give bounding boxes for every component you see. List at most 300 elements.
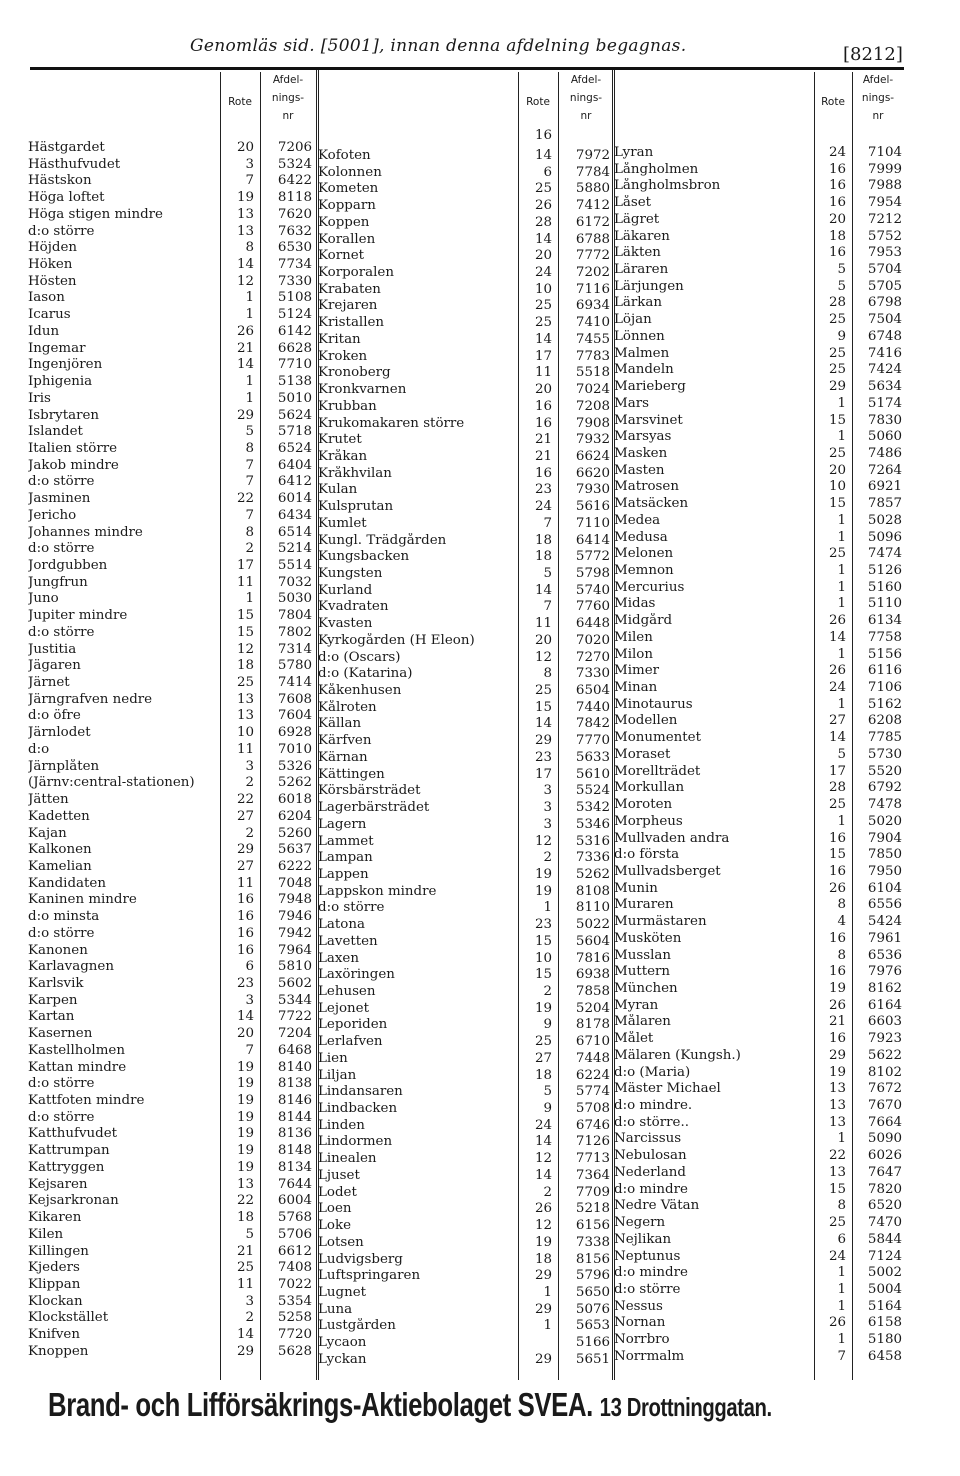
rote-value: 2 <box>543 984 552 999</box>
list-item <box>614 496 904 513</box>
afdelning-number: 6536 <box>867 947 902 963</box>
list-item <box>28 508 316 525</box>
street-name: Moroten <box>614 797 673 813</box>
street-name: Nederland <box>614 1164 687 1180</box>
list-item <box>28 491 316 508</box>
afdelning-number: 6116 <box>867 663 902 679</box>
afdelning-number: 7804 <box>277 608 312 624</box>
afdelning-number: 7976 <box>867 964 902 980</box>
rote-value: 1 <box>543 900 552 916</box>
afdelning-number: 5022 <box>575 917 610 933</box>
list-item <box>614 680 904 697</box>
afdelning-number: 6142 <box>277 323 312 339</box>
afdelning-number: 7772 <box>575 248 610 264</box>
list-item <box>614 312 904 329</box>
rote-value: 25 <box>534 181 552 197</box>
list-item <box>614 1232 904 1249</box>
rote-value: 1 <box>543 1318 552 1334</box>
street-name: Moraset <box>614 746 671 762</box>
rote-value: 23 <box>534 917 552 933</box>
street-name: Musslan <box>614 947 671 963</box>
list-item <box>318 1302 614 1319</box>
rote-value: 4 <box>837 914 846 930</box>
rote-value: 19 <box>236 1159 254 1175</box>
list-item <box>28 290 316 307</box>
list-item <box>614 831 904 848</box>
list-item <box>614 295 904 312</box>
rote-value: 15 <box>828 1181 846 1197</box>
list-item <box>318 449 614 466</box>
list-item <box>318 967 614 984</box>
street-name: Järnplåten <box>28 758 100 774</box>
list-item <box>28 1160 316 1177</box>
afdelning-number: 5628 <box>277 1343 312 1359</box>
rote-value: 20 <box>534 632 552 648</box>
list-item <box>614 1014 904 1031</box>
street-name: Hästskon <box>28 173 92 189</box>
list-item <box>614 429 904 446</box>
rote-value: 26 <box>534 198 552 214</box>
afdelning-header-2: nings- <box>569 92 603 104</box>
street-name: Klockan <box>28 1293 83 1309</box>
list-item <box>318 566 614 583</box>
rote-value: 26 <box>828 880 846 896</box>
rote-value: 1 <box>837 579 846 595</box>
afdelning-number: 6414 <box>575 532 610 548</box>
afdelning-number: 5650 <box>575 1284 610 1300</box>
afdelning-number: 7126 <box>575 1134 610 1150</box>
afdelning-number: 7440 <box>575 699 610 715</box>
list-item <box>318 1017 614 1034</box>
list-item <box>614 1282 904 1299</box>
list-item <box>28 792 316 809</box>
street-name: Läraren <box>614 262 669 278</box>
list-item <box>318 466 614 483</box>
rote-value: 2 <box>245 825 254 841</box>
list-item <box>614 1048 904 1065</box>
street-name: d:o första <box>614 847 680 863</box>
list-item <box>614 1265 904 1282</box>
afdelning-number: 5354 <box>277 1293 312 1309</box>
afdelning-number: 8102 <box>867 1064 902 1080</box>
list-item <box>318 1084 614 1101</box>
rote-value: 20 <box>534 382 552 398</box>
rote-value: 18 <box>236 658 254 674</box>
afdelning-number: 6014 <box>277 491 312 507</box>
street-name: Järnlodet <box>28 725 91 741</box>
afdelning-number: 5164 <box>867 1298 902 1314</box>
list-item <box>614 229 904 246</box>
rote-value: 14 <box>534 231 552 247</box>
list-item <box>614 881 904 898</box>
list-item <box>28 1260 316 1277</box>
street-name: Nejlikan <box>614 1231 672 1247</box>
rote-value: 13 <box>236 691 254 707</box>
list-item <box>28 826 316 843</box>
list-item <box>614 1098 904 1115</box>
street-name: Lägret <box>614 211 660 227</box>
street-name: d:o öfre <box>28 708 81 724</box>
afdelning-number: 5651 <box>575 1351 610 1367</box>
rote-value: 24 <box>828 680 846 696</box>
rote-value: 24 <box>828 1248 846 1264</box>
list-item <box>28 842 316 859</box>
list-item <box>318 1218 614 1235</box>
street-name: Mullvaden andra <box>614 830 730 846</box>
rote-value: 8 <box>245 524 254 540</box>
list-item <box>614 647 904 664</box>
rote-value: 25 <box>828 362 846 378</box>
rote-value: 3 <box>543 816 552 832</box>
rote-value: 18 <box>534 1251 552 1267</box>
rote-value: 1 <box>245 307 254 323</box>
street-name: Mälaren (Kungsh.) <box>614 1047 741 1063</box>
street-name: Kofoten <box>318 148 371 163</box>
rote-value: 11 <box>236 1276 254 1292</box>
list-item <box>318 1118 614 1135</box>
street-name: Neptunus <box>614 1248 681 1264</box>
afdelning-number: 7948 <box>277 892 312 908</box>
list-item <box>614 630 904 647</box>
rote-value: 18 <box>236 1210 254 1226</box>
afdelning-number: 7338 <box>575 1234 610 1250</box>
afdelning-number: 6104 <box>867 880 902 896</box>
afdelning-number: 7424 <box>867 362 902 378</box>
rote-value: 25 <box>534 315 552 331</box>
list-item <box>28 575 316 592</box>
afdelning-number: 7999 <box>867 161 902 177</box>
afdelning-number: 6158 <box>867 1315 902 1331</box>
rote-value: 25 <box>534 683 552 699</box>
list-item <box>28 1043 316 1060</box>
list-item <box>318 700 614 717</box>
rote-value: 22 <box>236 491 254 507</box>
afdelning-number: 7208 <box>575 398 610 414</box>
afdelning-number: 6524 <box>277 440 312 456</box>
afdelning-number: 6556 <box>867 897 902 913</box>
afdelning-number: 6603 <box>867 1014 902 1030</box>
afdelning-number: 7608 <box>277 691 312 707</box>
list-item <box>28 892 316 909</box>
list-item <box>614 262 904 279</box>
rote-value: 20 <box>828 462 846 478</box>
rote-value: 29 <box>534 733 552 749</box>
afdelning-header-2: nings- <box>861 92 895 104</box>
rote-value: 16 <box>828 830 846 846</box>
afdelning-number: 7414 <box>277 675 312 691</box>
rote-value: 14 <box>828 730 846 746</box>
list-item <box>614 1349 904 1366</box>
afdelning-number: 7024 <box>575 382 610 398</box>
street-name: Läkten <box>614 245 661 261</box>
street-name: Krukomakaren större <box>318 415 465 431</box>
rote-value: 23 <box>236 976 254 991</box>
list-item <box>28 1310 316 1327</box>
afdelning-number: 7904 <box>867 830 902 846</box>
rote-value: 19 <box>236 1143 254 1159</box>
street-name: Nornan <box>614 1315 666 1331</box>
rote-value: 19 <box>534 866 552 882</box>
rote-value: 17 <box>534 766 552 782</box>
list-item <box>318 750 614 767</box>
rote-value: 20 <box>534 248 552 264</box>
street-name: Lärjungen <box>614 278 684 294</box>
rote-value: 22 <box>236 1193 254 1209</box>
afdelning-number: 7961 <box>867 930 902 946</box>
street-name: Luftspringaren <box>318 1268 421 1284</box>
rote-value: 1 <box>837 1332 846 1348</box>
afdelning-number: 7713 <box>575 1151 610 1167</box>
street-name: Mars <box>614 395 649 411</box>
afdelning-number: 6921 <box>867 479 902 495</box>
afdelning-number: 8118 <box>277 190 312 206</box>
rote-value: 15 <box>236 624 254 640</box>
street-name: Lindansaren <box>318 1084 403 1100</box>
rote-value: 13 <box>828 1164 846 1180</box>
list-item <box>28 708 316 725</box>
afdelning-header-3: nr <box>580 110 592 122</box>
street-name: d:o större <box>28 474 95 490</box>
list-item <box>28 257 316 274</box>
afdelning-number: 7932 <box>575 432 610 448</box>
rote-value: 12 <box>534 649 552 665</box>
advertisement-footer <box>48 1386 772 1424</box>
afdelning-number: 7270 <box>575 649 610 665</box>
list-item <box>318 984 614 1001</box>
street-name: Melonen <box>614 546 674 562</box>
list-item <box>614 663 904 680</box>
street-name: Medea <box>614 512 661 528</box>
street-name: Kaninen mindre <box>28 892 137 908</box>
street-name: d:o minsta <box>28 909 100 925</box>
street-name: Kättingen <box>318 766 385 782</box>
street-name: Liljan <box>318 1067 357 1083</box>
list-item <box>318 399 614 416</box>
column-header <box>28 72 316 130</box>
list-item <box>318 265 614 282</box>
rote-value: 5 <box>245 424 254 440</box>
afdelning-header-1: Afdel- <box>272 74 304 86</box>
rote-value: 21 <box>534 448 552 464</box>
afdelning-number: 7478 <box>867 797 902 813</box>
afdelning-number: 5090 <box>867 1131 902 1147</box>
list-item <box>614 145 904 162</box>
rote-value: 12 <box>534 1218 552 1234</box>
rote-value: 8 <box>837 897 846 913</box>
list-item <box>28 943 316 960</box>
rote-value: 8 <box>245 440 254 456</box>
list-item <box>318 934 614 951</box>
street-name: München <box>614 981 678 996</box>
street-name: Idun <box>28 323 60 339</box>
afdelning-number: 5260 <box>277 825 312 841</box>
list-item <box>614 814 904 831</box>
afdelning-number: 5718 <box>277 424 312 440</box>
afdelning-number: 7124 <box>867 1248 902 1264</box>
street-name: Kritan <box>318 331 361 347</box>
rote-value: 11 <box>236 875 254 891</box>
rote-value: 24 <box>534 1117 552 1133</box>
rote-value: 10 <box>534 281 552 297</box>
street-name: Läkaren <box>614 228 670 244</box>
list-item <box>28 1193 316 1210</box>
rote-value: 7 <box>245 457 254 473</box>
street-name: Milen <box>614 629 653 645</box>
street-name: Lycaon <box>318 1335 367 1351</box>
afdelning-number: 7364 <box>575 1167 610 1183</box>
list-item <box>614 931 904 948</box>
afdelning-number: 7816 <box>575 950 610 966</box>
street-name: d:o större <box>28 541 95 557</box>
list-item <box>614 379 904 396</box>
street-name: Kronoberg <box>318 365 391 381</box>
afdelning-number: 5780 <box>277 658 312 674</box>
list-item <box>318 349 614 366</box>
street-name: Knifven <box>28 1327 80 1343</box>
street-name: Juno <box>28 591 59 607</box>
rote-value: 16 <box>534 415 552 431</box>
afdelning-number: 5520 <box>867 763 902 779</box>
rote-header: Rote <box>821 96 845 108</box>
list-item <box>614 730 904 747</box>
list-item <box>28 357 316 374</box>
rote-value: 26 <box>828 1315 846 1331</box>
street-name: Kamelian <box>28 858 92 874</box>
street-name: Iphigenia <box>28 374 93 390</box>
rote-value: 19 <box>236 190 254 206</box>
street-name: Kumlet <box>318 515 367 531</box>
rote-value: 23 <box>534 749 552 765</box>
list-item <box>318 215 614 232</box>
list-item <box>28 441 316 458</box>
afdelning-number: 6792 <box>867 780 902 796</box>
rote-value: 25 <box>828 1215 846 1231</box>
street-name: Justitia <box>28 641 77 657</box>
list-item <box>614 1165 904 1182</box>
rote-value: 19 <box>236 1126 254 1142</box>
street-name: Lejonet <box>318 1000 369 1016</box>
street-name: d:o större <box>28 1076 95 1092</box>
street-name: Malmen <box>614 345 670 361</box>
street-name: Kråkan <box>318 448 368 464</box>
list-item <box>318 1134 614 1151</box>
afdelning-number: 7202 <box>575 265 610 281</box>
street-name: Muttern <box>614 964 671 980</box>
street-name: Kristallen <box>318 315 385 331</box>
street-name: Kulsprutan <box>318 499 394 515</box>
list-item <box>318 315 614 332</box>
afdelning-number: 5604 <box>575 933 610 949</box>
afdelning-number: 7946 <box>277 909 312 925</box>
afdelning-number: 5622 <box>867 1047 902 1063</box>
street-name: Krejaren <box>318 298 378 314</box>
afdelning-number: 7857 <box>867 496 902 512</box>
afdelning-number: 6748 <box>867 328 902 344</box>
list-item <box>614 1131 904 1148</box>
rote-value: 10 <box>236 725 254 741</box>
street-name: Lyckan <box>318 1351 367 1367</box>
afdelning-number: 7010 <box>277 741 312 757</box>
rote-value: 22 <box>236 792 254 808</box>
list-item <box>614 1148 904 1165</box>
rote-value: 20 <box>236 1026 254 1042</box>
street-name: Höga stigen mindre <box>28 206 163 222</box>
list-item <box>614 162 904 179</box>
rote-value: 19 <box>534 1234 552 1250</box>
rote-value: 10 <box>828 479 846 495</box>
list-item <box>318 1185 614 1202</box>
street-name: Morpheus <box>614 813 683 829</box>
list-item <box>614 613 904 630</box>
afdelning-number: 5030 <box>277 591 312 607</box>
street-name: Lavetten <box>318 933 378 949</box>
afdelning-number: 7110 <box>575 515 610 531</box>
rote-value: 16 <box>828 178 846 194</box>
rote-value: 20 <box>828 211 846 227</box>
rote-value: 8 <box>837 947 846 963</box>
street-name: Kärfven <box>318 733 372 749</box>
street-name: Lampan <box>318 850 373 866</box>
street-name: Kopparn <box>318 198 376 214</box>
afdelning-number: 8110 <box>575 900 610 916</box>
afdelning-header-2: nings- <box>271 92 305 104</box>
afdelning-number: 5634 <box>867 379 902 395</box>
street-name: Hösten <box>28 273 77 289</box>
afdelning-number: 7455 <box>575 331 610 347</box>
street-name: Kattfoten mindre <box>28 1093 145 1109</box>
list-item <box>318 516 614 533</box>
street-name: Memnon <box>614 563 674 578</box>
rote-value: 14 <box>236 357 254 373</box>
rote-value: 21 <box>828 1014 846 1030</box>
list-item <box>318 900 614 917</box>
street-name: Norrmalm <box>614 1348 685 1364</box>
rote-value: 5 <box>837 262 846 278</box>
street-name: Nedre Vätan <box>614 1198 700 1214</box>
rote-header: Rote <box>526 96 550 108</box>
index-column-b <box>318 72 614 1380</box>
list-item <box>318 800 614 817</box>
street-name: Målaren <box>614 1014 671 1030</box>
rote-value: 1 <box>837 429 846 445</box>
street-name: Målet <box>614 1031 654 1047</box>
street-name: Karlsvik <box>28 976 84 991</box>
rote-value: 17 <box>534 348 552 364</box>
first-rote: 16 <box>534 128 552 143</box>
street-name: d:o (Maria) <box>614 1064 691 1080</box>
list-item <box>28 591 316 608</box>
rote-value: 28 <box>828 295 846 311</box>
afdelning-number: 5752 <box>867 228 902 244</box>
street-name: Masten <box>614 462 665 478</box>
street-name: Laxen <box>318 950 359 966</box>
street-name: Krabaten <box>318 281 381 297</box>
afdelning-number: 7770 <box>575 733 610 749</box>
rote-value: 7 <box>245 1042 254 1058</box>
afdelning-number: 7470 <box>867 1215 902 1231</box>
street-name: Kilen <box>28 1226 64 1242</box>
afdelning-number: 8138 <box>277 1076 312 1092</box>
rote-value: 3 <box>245 1293 254 1309</box>
list-item <box>28 391 316 408</box>
afdelning-header-1: Afdel- <box>862 74 894 86</box>
rote-value: 19 <box>534 1000 552 1016</box>
street-name: Kåkenhusen <box>318 683 402 699</box>
afdelning-number: 7950 <box>867 863 902 879</box>
street-name: Mercurius <box>614 579 685 595</box>
afdelning-number: 7784 <box>575 164 610 180</box>
list-item <box>318 633 614 650</box>
